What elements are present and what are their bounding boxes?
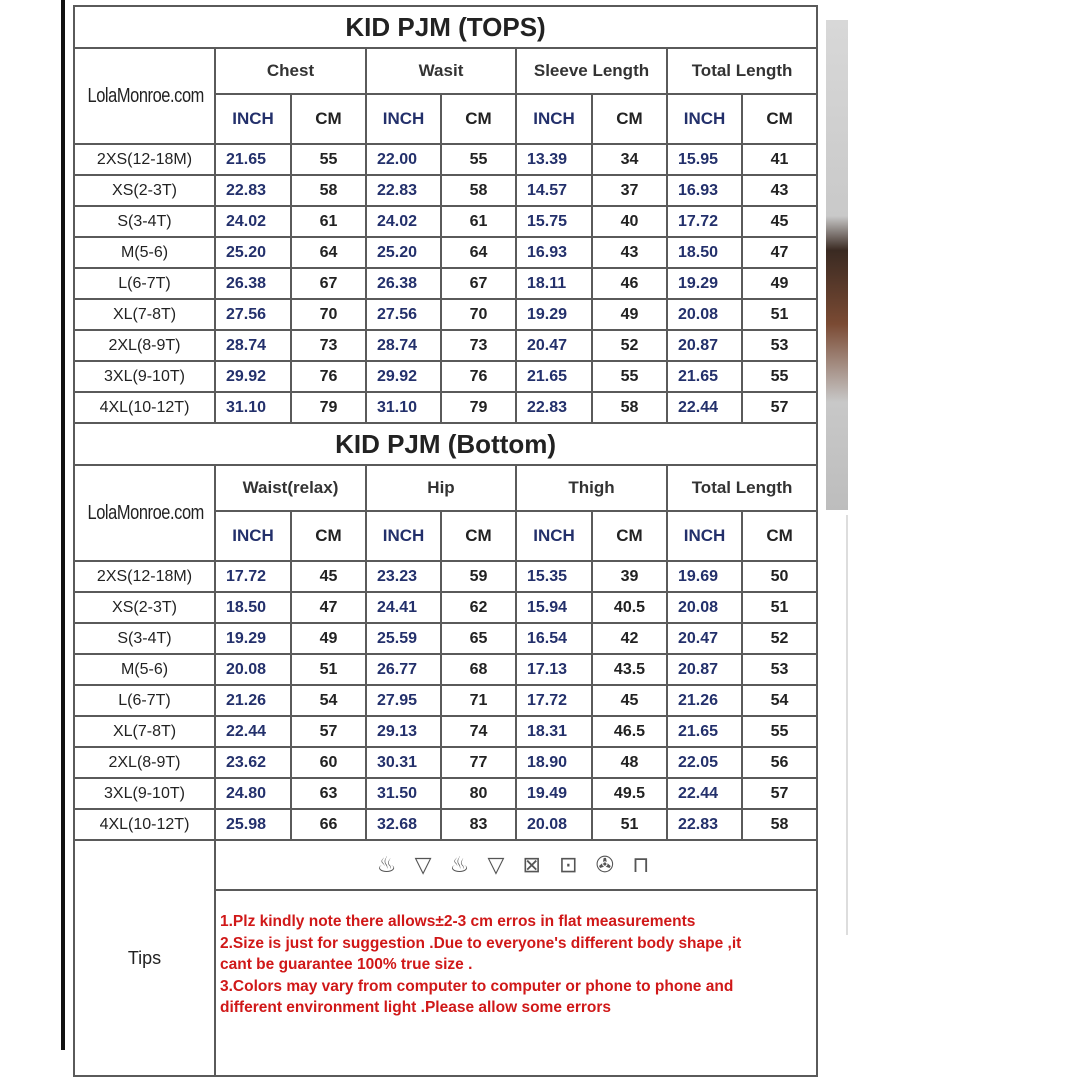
inch-value: 20.47 [516, 330, 592, 361]
cm-value: 63 [291, 778, 366, 809]
inch-value: 20.08 [215, 654, 291, 685]
inch-value: 17.72 [667, 206, 742, 237]
size-label: 2XS(12-18M) [74, 144, 215, 175]
unit-cm: CM [592, 94, 667, 144]
cm-value: 50 [742, 561, 817, 592]
inch-value: 21.26 [215, 685, 291, 716]
unit-inch: INCH [215, 511, 291, 561]
bottoms-header-waist: Waist(relax) [215, 465, 366, 511]
inch-value: 19.69 [667, 561, 742, 592]
cm-value: 41 [742, 144, 817, 175]
cm-value: 52 [592, 330, 667, 361]
cm-value: 58 [742, 809, 817, 840]
cm-value: 37 [592, 175, 667, 206]
table-row [74, 685, 817, 716]
unit-cm: CM [592, 511, 667, 561]
bottoms-section [74, 423, 817, 561]
cm-value: 48 [592, 747, 667, 778]
cm-value: 57 [291, 716, 366, 747]
cm-value: 61 [441, 206, 516, 237]
inch-value: 20.08 [516, 809, 592, 840]
table-row [74, 747, 817, 778]
unit-inch: INCH [366, 511, 441, 561]
bottoms-header-thigh: Thigh [516, 465, 667, 511]
care-icons [215, 840, 817, 890]
inch-value: 15.35 [516, 561, 592, 592]
table-row [74, 716, 817, 747]
inch-value: 22.44 [667, 778, 742, 809]
inch-value: 21.26 [667, 685, 742, 716]
table-row [74, 654, 817, 685]
inch-value: 28.74 [215, 330, 291, 361]
cm-value: 47 [291, 592, 366, 623]
inch-value: 29.92 [366, 361, 441, 392]
cm-value: 54 [742, 685, 817, 716]
cm-value: 55 [592, 361, 667, 392]
tops-header-total-length: Total Length [667, 48, 817, 94]
inch-value: 31.10 [366, 392, 441, 423]
table-row [74, 361, 817, 392]
inch-value: 27.56 [215, 299, 291, 330]
cm-value: 73 [441, 330, 516, 361]
size-label: 3XL(9-10T) [74, 361, 215, 392]
cm-value: 74 [441, 716, 516, 747]
inch-value: 18.31 [516, 716, 592, 747]
cm-value: 68 [441, 654, 516, 685]
no-bleach-icon: ⊠ [522, 852, 547, 877]
cm-value: 43.5 [592, 654, 667, 685]
inch-value: 18.90 [516, 747, 592, 778]
unit-cm: CM [742, 511, 817, 561]
table-row [74, 330, 817, 361]
cm-value: 45 [742, 206, 817, 237]
cm-value: 46 [592, 268, 667, 299]
cm-value: 54 [291, 685, 366, 716]
machine-wash-icon: ▽ [487, 852, 511, 877]
cm-value: 40.5 [592, 592, 667, 623]
cm-value: 73 [291, 330, 366, 361]
table-row [74, 144, 817, 175]
inch-value: 16.93 [516, 237, 592, 268]
cm-value: 58 [592, 392, 667, 423]
inch-value: 15.75 [516, 206, 592, 237]
bottoms-title: KID PJM (Bottom) [74, 423, 817, 465]
cm-value: 76 [441, 361, 516, 392]
cm-value: 80 [441, 778, 516, 809]
cm-value: 47 [742, 237, 817, 268]
inch-value: 21.65 [516, 361, 592, 392]
table-row [74, 561, 817, 592]
unit-cm: CM [742, 94, 817, 144]
size-label: 2XS(12-18M) [74, 561, 215, 592]
cm-value: 62 [441, 592, 516, 623]
unit-inch: INCH [516, 511, 592, 561]
cm-value: 43 [742, 175, 817, 206]
cm-value: 45 [592, 685, 667, 716]
inch-value: 20.08 [667, 592, 742, 623]
unit-cm: CM [291, 511, 366, 561]
unit-inch: INCH [366, 94, 441, 144]
inch-value: 22.44 [667, 392, 742, 423]
cm-value: 67 [291, 268, 366, 299]
bottoms-header-hip: Hip [366, 465, 516, 511]
iron-icon: ✇ [595, 852, 621, 877]
inch-value: 21.65 [667, 361, 742, 392]
cm-value: 76 [291, 361, 366, 392]
inch-value: 26.38 [215, 268, 291, 299]
inch-value: 24.02 [366, 206, 441, 237]
size-label: L(6-7T) [74, 268, 215, 299]
table-row [74, 268, 817, 299]
table-row [74, 623, 817, 654]
unit-cm: CM [441, 511, 516, 561]
unit-cm: CM [291, 94, 366, 144]
inch-value: 19.49 [516, 778, 592, 809]
cm-value: 49 [742, 268, 817, 299]
inch-value: 20.87 [667, 330, 742, 361]
hang-dry-icon: ⊓ [632, 852, 656, 877]
inch-value: 25.20 [366, 237, 441, 268]
cm-value: 61 [291, 206, 366, 237]
inch-value: 22.83 [667, 809, 742, 840]
inch-value: 22.44 [215, 716, 291, 747]
cm-value: 59 [441, 561, 516, 592]
cm-value: 52 [742, 623, 817, 654]
tops-header-chest: Chest [215, 48, 366, 94]
inch-value: 31.10 [215, 392, 291, 423]
inch-value: 24.41 [366, 592, 441, 623]
inch-value: 30.31 [366, 747, 441, 778]
tops-header-sleeve-length: Sleeve Length [516, 48, 667, 94]
inch-value: 24.80 [215, 778, 291, 809]
cm-value: 79 [291, 392, 366, 423]
tops-header-waist: Wasit [366, 48, 516, 94]
size-label: 2XL(8-9T) [74, 330, 215, 361]
cm-value: 53 [742, 654, 817, 685]
size-label: 3XL(9-10T) [74, 778, 215, 809]
cm-value: 65 [441, 623, 516, 654]
tips-line: 2.Size is just for suggestion .Due to everyone's different body shape ,it [220, 934, 742, 952]
cm-value: 43 [592, 237, 667, 268]
brand-watermark-bottoms: LolaMonroe.com [87, 465, 203, 561]
cm-value: 53 [742, 330, 817, 361]
cm-value: 42 [592, 623, 667, 654]
size-label: S(3-4T) [74, 623, 215, 654]
cm-value: 46.5 [592, 716, 667, 747]
cm-value: 79 [441, 392, 516, 423]
inch-value: 28.74 [366, 330, 441, 361]
product-photo-edge [826, 20, 848, 510]
inch-value: 14.57 [516, 175, 592, 206]
inch-value: 17.72 [215, 561, 291, 592]
unit-inch: INCH [667, 94, 742, 144]
inch-value: 24.02 [215, 206, 291, 237]
inch-value: 19.29 [667, 268, 742, 299]
unit-inch: INCH [516, 94, 592, 144]
size-label: L(6-7T) [74, 685, 215, 716]
table-row [74, 778, 817, 809]
inch-value: 27.95 [366, 685, 441, 716]
inch-value: 16.93 [667, 175, 742, 206]
cm-value: 51 [592, 809, 667, 840]
size-label: M(5-6) [74, 237, 215, 268]
cm-value: 56 [742, 747, 817, 778]
inch-value: 19.29 [215, 623, 291, 654]
size-chart-table [73, 5, 818, 1077]
inch-value: 20.87 [667, 654, 742, 685]
cm-value: 66 [291, 809, 366, 840]
cm-value: 55 [742, 361, 817, 392]
cm-value: 39 [592, 561, 667, 592]
bottoms-rows [74, 561, 817, 840]
cm-value: 70 [441, 299, 516, 330]
cm-value: 55 [441, 144, 516, 175]
inch-value: 18.50 [215, 592, 291, 623]
inch-value: 16.54 [516, 623, 592, 654]
cm-value: 83 [441, 809, 516, 840]
table-row [74, 592, 817, 623]
inch-value: 22.83 [516, 392, 592, 423]
table-row [74, 809, 817, 840]
size-label: XL(7-8T) [74, 299, 215, 330]
tips-label: Tips [74, 840, 215, 1076]
tops-rows [74, 144, 817, 423]
wash-40-icon: ♨ [449, 852, 476, 877]
inch-value: 31.50 [366, 778, 441, 809]
tumble-dry-icon: ⊡ [559, 852, 584, 877]
inch-value: 23.62 [215, 747, 291, 778]
cm-value: 64 [291, 237, 366, 268]
inch-value: 23.23 [366, 561, 441, 592]
cm-value: 51 [742, 592, 817, 623]
cm-value: 57 [742, 392, 817, 423]
bottoms-header-total-length: Total Length [667, 465, 817, 511]
inch-value: 19.29 [516, 299, 592, 330]
tops-title: KID PJM (TOPS) [74, 6, 817, 48]
cm-value: 71 [441, 685, 516, 716]
inch-value: 17.72 [516, 685, 592, 716]
cm-value: 49 [291, 623, 366, 654]
size-label: 4XL(10-12T) [74, 809, 215, 840]
cm-value: 34 [592, 144, 667, 175]
inch-value: 26.77 [366, 654, 441, 685]
tips-section [74, 840, 817, 1076]
inch-value: 15.95 [667, 144, 742, 175]
tips-line: different environment light .Please allow some errors [220, 999, 612, 1016]
table-row [74, 237, 817, 268]
cm-value: 77 [441, 747, 516, 778]
cm-value: 64 [441, 237, 516, 268]
inch-value: 21.65 [667, 716, 742, 747]
size-chart-sheet [73, 5, 817, 1048]
cm-value: 49.5 [592, 778, 667, 809]
cm-value: 55 [291, 144, 366, 175]
tips-line: 3.Colors may vary from computer to computer or phone to phone and [220, 977, 734, 995]
tips-line: 1.Plz kindly note there allows±2-3 cm erros in flat measurements [220, 913, 696, 930]
table-row [74, 392, 817, 423]
brand-watermark-tops: LolaMonroe.com [87, 48, 203, 144]
size-label: 4XL(10-12T) [74, 392, 215, 423]
cm-value: 57 [742, 778, 817, 809]
inch-value: 25.98 [215, 809, 291, 840]
inch-value: 22.83 [215, 175, 291, 206]
tops-section [74, 6, 817, 144]
table-row [74, 206, 817, 237]
inch-value: 32.68 [366, 809, 441, 840]
inch-value: 25.20 [215, 237, 291, 268]
cm-value: 51 [742, 299, 817, 330]
size-label: 2XL(8-9T) [74, 747, 215, 778]
inch-value: 13.39 [516, 144, 592, 175]
inch-value: 20.08 [667, 299, 742, 330]
inch-value: 17.13 [516, 654, 592, 685]
cm-value: 58 [291, 175, 366, 206]
tips-line: cant be guarantee 100% true size . [220, 956, 473, 973]
wash-30-icon: ♨ [376, 852, 403, 877]
cm-value: 45 [291, 561, 366, 592]
table-row [74, 175, 817, 206]
cm-value: 49 [592, 299, 667, 330]
cm-value: 55 [742, 716, 817, 747]
cm-value: 58 [441, 175, 516, 206]
size-label: XS(2-3T) [74, 175, 215, 206]
unit-inch: INCH [215, 94, 291, 144]
inch-value: 29.92 [215, 361, 291, 392]
cm-value: 40 [592, 206, 667, 237]
inch-value: 21.65 [215, 144, 291, 175]
hand-wash-icon: ▽ [414, 852, 438, 877]
size-label: S(3-4T) [74, 206, 215, 237]
left-border-bar [61, 0, 65, 1050]
product-photo-edge-lower [846, 515, 848, 935]
size-label: XL(7-8T) [74, 716, 215, 747]
cm-value: 67 [441, 268, 516, 299]
inch-value: 29.13 [366, 716, 441, 747]
inch-value: 18.11 [516, 268, 592, 299]
inch-value: 26.38 [366, 268, 441, 299]
table-row [74, 299, 817, 330]
tips-text [215, 890, 817, 1076]
inch-value: 18.50 [667, 237, 742, 268]
size-label: XS(2-3T) [74, 592, 215, 623]
inch-value: 25.59 [366, 623, 441, 654]
cm-value: 60 [291, 747, 366, 778]
inch-value: 20.47 [667, 623, 742, 654]
unit-cm: CM [441, 94, 516, 144]
inch-value: 22.05 [667, 747, 742, 778]
size-label: M(5-6) [74, 654, 215, 685]
inch-value: 27.56 [366, 299, 441, 330]
unit-inch: INCH [667, 511, 742, 561]
inch-value: 15.94 [516, 592, 592, 623]
cm-value: 70 [291, 299, 366, 330]
inch-value: 22.00 [366, 144, 441, 175]
inch-value: 22.83 [366, 175, 441, 206]
cm-value: 51 [291, 654, 366, 685]
